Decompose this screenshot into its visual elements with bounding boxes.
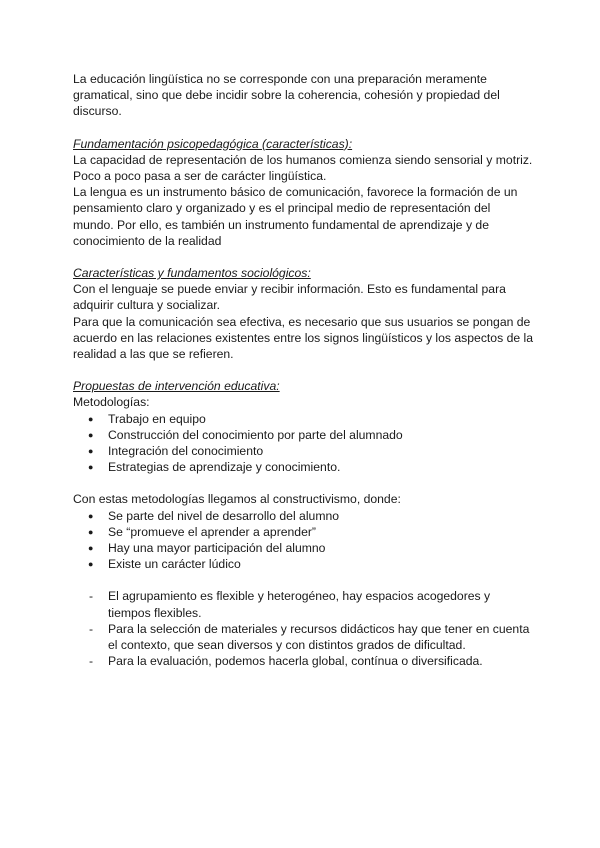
list-item: ● Estrategias de aprendizaje y conocimiento. [73,459,533,475]
list-item: ● Integración del conocimiento [73,443,533,459]
intro-paragraph: La educación lingüística no se corresponde con una preparación meramente gramatical, sino que debe incidir sobre la coherencia, cohesión y propiedad del discurso. [73,72,500,119]
list-item: - Para la evaluación, podemos hacerla global, contínua o diversificada. [73,653,533,669]
paragraph: La lengua es un instrumento básico de comunicación, favorece la formación de un pensamiento claro y organizado y es el principal medio de representación del mundo. Por ello, es también un instrumento fundamental de aprendizaje y de conocimiento de la realidad [73,185,518,248]
section-heading-sociologicos: Características y fundamentos sociológicos: [73,266,311,281]
section-heading-intervencion: Propuestas de intervención educativa: [73,379,280,394]
list-item: - El agrupamiento es flexible y heterogéneo, hay espacios acogedores y tiempos flexibles. [73,588,533,620]
methods-list [73,411,533,476]
section-heading-psicopedagogica: Fundamentación psicopedagógica (características): [73,136,353,151]
notes-list [73,588,533,669]
paragraph: La capacidad de representación de los humanos comienza siendo sensorial y motriz. Poco a poco pasa a ser de carácter lingüística. [73,152,533,184]
constructivism-intro: Con estas metodologías llegamos al constructivismo, donde: [73,492,401,507]
list-item: ● Construcción del conocimiento por parte del alumnado [73,427,533,443]
document-page [73,71,533,670]
list-item: ● Se “promueve el aprender a aprender” [73,524,533,540]
methods-label: Metodologías: [73,395,150,410]
list-item: ● Existe un carácter lúdico [73,556,533,572]
list-item: - Para la selección de materiales y recursos didácticos hay que tener en cuenta el contexto, que sean diversos y con distintos grados de dificultad. [73,621,533,653]
list-item: ● Hay una mayor participación del alumno [73,540,533,556]
list-item: ● Se parte del nivel de desarrollo del alumno [73,508,533,524]
paragraph: Con el lenguaje se puede enviar y recibir información. Esto es fundamental para adquirir cultura y socializar. [73,282,506,313]
paragraph: Para que la comunicación sea efectiva, es necesario que sus usuarios se pongan de acuerdo en las relaciones existentes entre los signos lingüísticos y los aspectos de la realidad a las que se refieren. [73,314,533,362]
list-item: ● Trabajo en equipo [73,411,533,427]
constructivism-list [73,508,533,573]
